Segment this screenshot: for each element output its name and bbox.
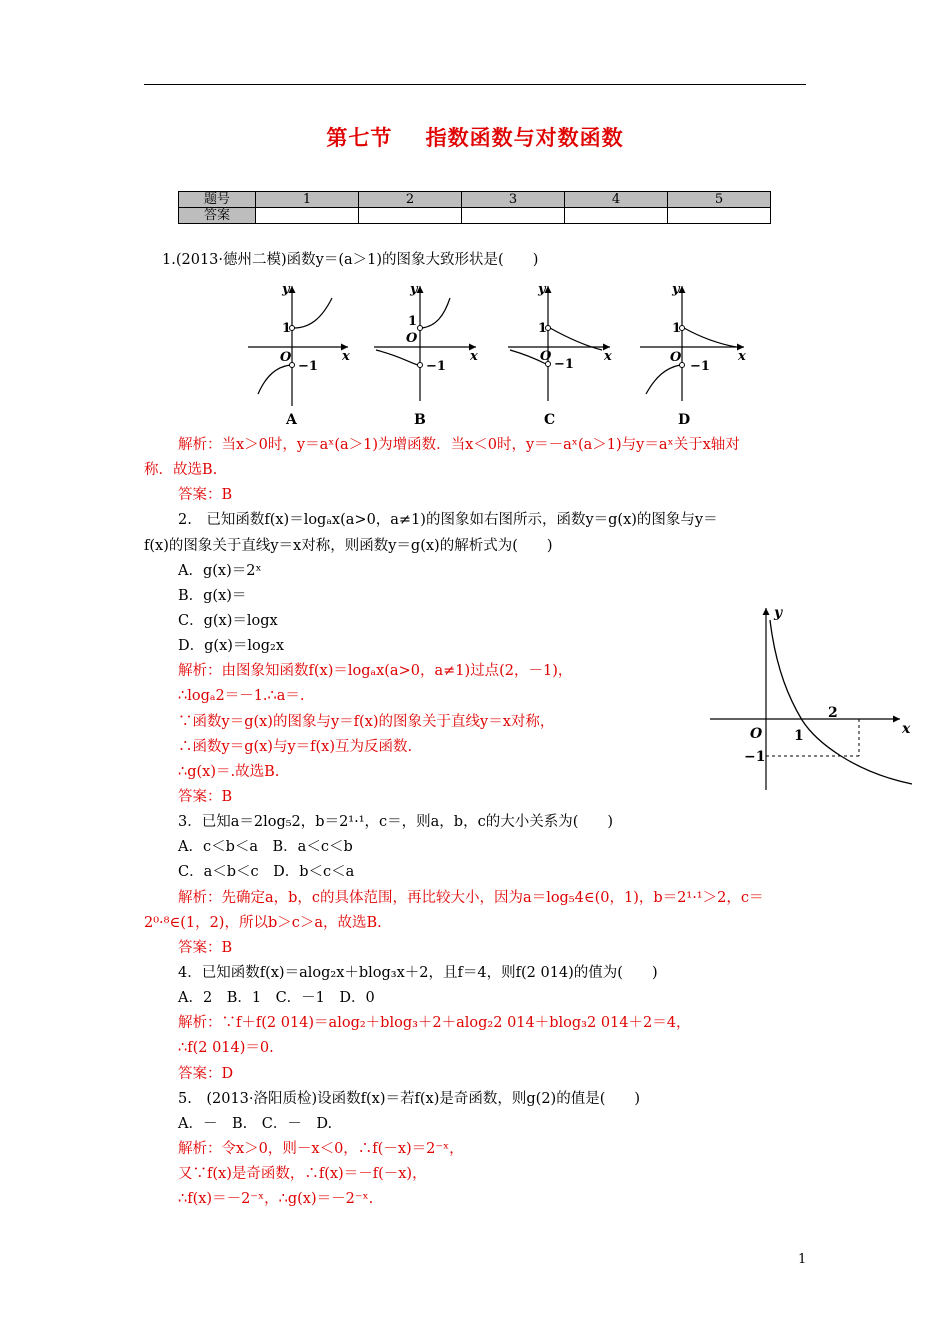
graph-option-d (640, 282, 746, 428)
solution-1-line-1: 解析：当x＞0时，y＝aˣ(a＞1)为增函数．当x＜0时，y＝－aˣ(a＞1)与y＝aˣ关于x轴对 (178, 437, 740, 453)
y-axis-label: y (282, 282, 290, 297)
tick-label-neg-one: −1 (554, 357, 574, 372)
answer-1: 答案：B (178, 487, 233, 503)
question-1: 1.(2013·德州二模)函数y＝(a＞1)的图象大致形状是( ) (162, 252, 539, 268)
options-5: A．－ B. C．－ D. (178, 1116, 333, 1132)
option-label-a: A (286, 412, 297, 428)
answer-table (178, 191, 771, 224)
tick-label-two: 2 (828, 705, 838, 721)
solution-4-line-2: ∴f(2 014)＝0. (178, 1040, 274, 1056)
table-cell-answer[interactable] (256, 208, 359, 224)
answer-4: 答案：D (178, 1066, 234, 1082)
solution-2-line-2: ∴logₐ2＝－1.∴a＝. (178, 688, 305, 704)
graph-option-c (508, 282, 612, 428)
tick-label-one: 1 (538, 321, 548, 336)
solution-2-line-3: ∵函数y＝g(x)的图象与y＝f(x)的图象关于直线y＝x对称， (178, 714, 555, 730)
question-2-line-2: f(x)的图象关于直线y＝x对称，则函数y＝g(x)的解析式为( ) (144, 538, 553, 554)
tick-label-neg-one: −1 (744, 749, 766, 765)
option-label-c: C (544, 412, 556, 428)
option-label-d: D (678, 412, 691, 428)
question-1-graph-options (240, 276, 760, 430)
y-axis-label: y (672, 282, 680, 297)
origin-label: O (670, 350, 682, 365)
option-2d: D．g(x)＝log₂x (178, 638, 285, 654)
solution-4-line-1: 解析：∵f＋f(2 014)＝alog₂＋blog₃＋2＋alog₂2 014＋blog₃2 014＋2＝4， (178, 1015, 691, 1031)
table-header-number: 题号 (179, 192, 256, 208)
solution-1-line-2: 称．故选B. (144, 462, 218, 478)
solution-2-line-5: ∴g(x)＝.故选B. (178, 764, 280, 780)
question-5: 5. (2013·洛阳质检)设函数f(x)＝若f(x)是奇函数，则g(2)的值是( ) (178, 1091, 641, 1107)
tick-label-one: 1 (794, 728, 804, 744)
question-3: 3．已知a＝2log₅2，b＝2¹·¹，c＝，则a，b，c的大小关系为( ) (178, 814, 614, 830)
y-axis-label: y (410, 282, 418, 297)
x-axis-label: x (470, 349, 478, 364)
origin-label: O (750, 726, 763, 742)
page-number: 1 (798, 1252, 807, 1267)
question-2-line-1: 2. 已知函数f(x)＝logₐx(a>0，a≠1)的图象如右图所示，函数y＝g(x)的图象与y＝ (178, 512, 718, 528)
options-3-cd: C．a＜b＜c D．b＜c＜a (178, 864, 355, 880)
table-cell-number: 3 (462, 192, 565, 208)
tick-label-one: 1 (408, 314, 418, 329)
table-cell-number: 5 (668, 192, 771, 208)
answer-3: 答案：B (178, 940, 233, 956)
table-cell-number: 4 (565, 192, 668, 208)
tick-label-neg-one: −1 (690, 359, 710, 374)
solution-3-line-2: 2⁰·⁸∈(1，2)，所以b＞c＞a，故选B. (144, 915, 382, 931)
options-3-ab: A．c＜b＜a B．a＜c＜b (178, 839, 353, 855)
y-axis-label: y (538, 282, 546, 297)
x-axis-label: x (604, 349, 612, 364)
solution-2-line-1: 解析：由图象知函数f(x)＝logₐx(a>0，a≠1)过点(2，－1)， (178, 663, 573, 679)
x-axis-label: x (902, 721, 911, 737)
tick-label-one: 1 (672, 321, 682, 336)
table-cell-answer[interactable] (462, 208, 565, 224)
graph-option-b (374, 282, 478, 428)
solution-5-line-2: 又∵f(x)是奇函数，∴f(x)＝－f(－x)， (178, 1166, 427, 1182)
option-label-b: B (414, 412, 426, 428)
question-2-log-graph (704, 600, 918, 796)
solution-5-line-3: ∴f(x)＝－2⁻ˣ，∴g(x)＝－2⁻ˣ. (178, 1191, 374, 1207)
answer-2: 答案：B (178, 789, 233, 805)
graph-option-a (248, 282, 350, 428)
table-cell-answer[interactable] (668, 208, 771, 224)
table-cell-answer[interactable] (565, 208, 668, 224)
x-axis-label: x (342, 349, 350, 364)
tick-label-one: 1 (282, 321, 292, 336)
question-4: 4．已知函数f(x)＝alog₂x＋blog₃x＋2，且f＝4，则f(2 014)的值为( ) (178, 965, 658, 981)
table-cell-number: 1 (256, 192, 359, 208)
origin-label: O (280, 350, 292, 365)
origin-label: O (540, 349, 552, 364)
solution-2-line-4: ∴函数y＝g(x)与y＝f(x)互为反函数. (178, 739, 413, 755)
tick-label-neg-one: −1 (426, 359, 446, 374)
option-2c: C．g(x)＝logx (178, 613, 278, 629)
origin-label: O (406, 331, 418, 346)
section-title: 第七节 指数函数与对数函数 (326, 126, 624, 150)
header-rule (144, 84, 806, 85)
solution-3-line-1: 解析：先确定a，b，c的具体范围，再比较大小，因为a＝log₅4∈(0，1)，b＝2¹·¹＞2，c＝ (178, 890, 764, 906)
tick-label-neg-one: −1 (298, 359, 318, 374)
table-cell-number: 2 (359, 192, 462, 208)
solution-5-line-1: 解析：令x＞0，则－x＜0，∴f(－x)＝2⁻ˣ， (178, 1141, 464, 1157)
y-axis-label: y (774, 605, 783, 621)
option-2b: B．g(x)＝ (178, 588, 247, 604)
table-header-answer: 答案 (179, 208, 256, 224)
options-4: A．2 B．1 C．－1 D．0 (178, 990, 375, 1006)
option-2a: A．g(x)＝2ˣ (178, 563, 262, 579)
table-cell-answer[interactable] (359, 208, 462, 224)
x-axis-label: x (738, 349, 746, 364)
